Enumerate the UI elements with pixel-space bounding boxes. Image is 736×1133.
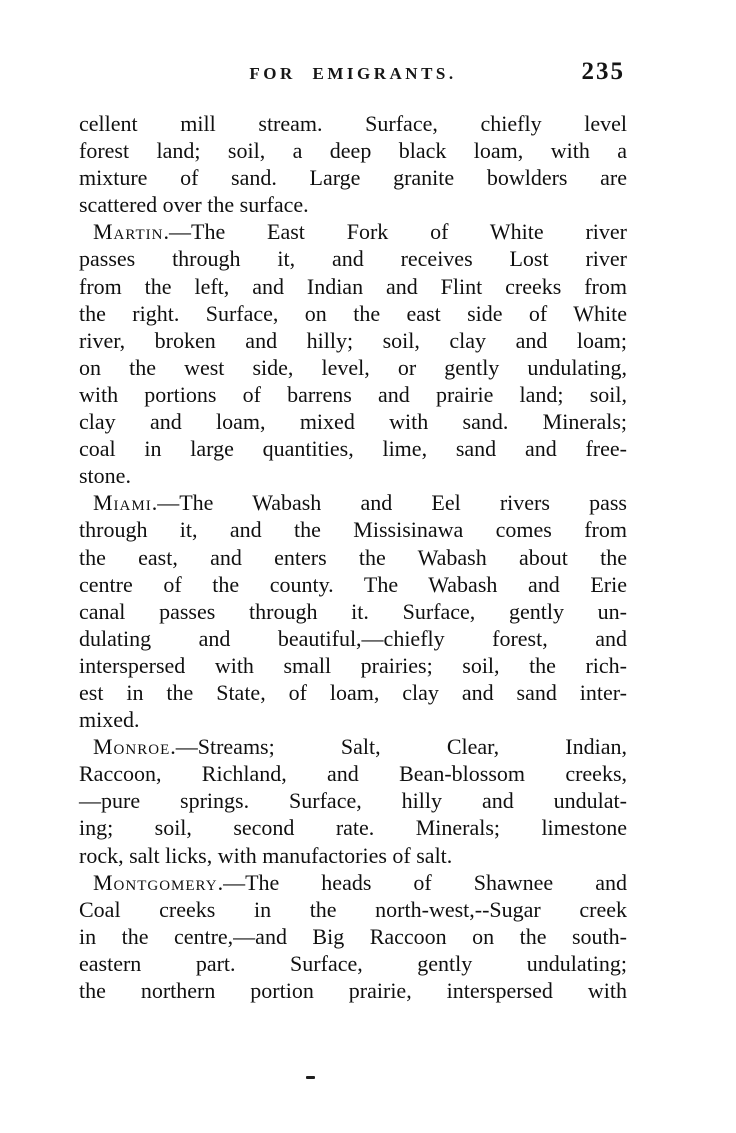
text-line: in the centre,—and Big Raccoon on the south- [79,923,627,949]
text-line: scattered over the surface. [79,192,309,218]
county-name: Martin [93,219,164,245]
text-line: cellent mill stream. Surface, chiefly level [79,111,627,136]
text-line: clay and loam, mixed with sand. Minerals; [79,409,627,435]
text-line: eastern part. Surface, gently undulating; [79,950,627,976]
text-line: with portions of barrens and prairie land; soil, [79,381,627,407]
text-line: coal in large quantities, lime, sand and free- [79,436,627,462]
text-line: forest land; soil, a deep black loam, with a [79,138,627,164]
text-line: Coal creeks in the north-west,--Sugar creek [79,896,627,922]
text-line [79,733,627,760]
text-line: the east, and enters the Wabash about the [79,544,627,570]
text-line: the right. Surface, on the east side of White [79,300,627,326]
text-line: rock, salt licks, with manufactories of salt. [79,842,453,868]
text-line: stone. [79,463,131,489]
ink-mark-artifact [306,1076,315,1079]
text-line: mixed. [79,707,140,733]
text-line: est in the State, of loam, clay and sand inter- [79,679,627,705]
text-line: —pure springs. Surface, hilly and undulat- [79,788,627,814]
text-line: mixture of sand. Large granite bowlders are [79,165,627,191]
text-line [79,489,627,516]
paragraph-miami [79,489,627,733]
county-name: Montgomery [93,869,218,895]
text-line [79,218,627,245]
text-line: the northern portion prairie, interspersed with [79,978,627,1003]
running-title: FOR EMIGRANTS. [249,64,457,83]
paragraph-continuation [79,110,627,218]
paragraph-martin [79,218,627,489]
text-line: river, broken and hilly; soil, clay and loam; [79,327,627,353]
paragraph-montgomery [79,869,627,1004]
text-line: passes through it, and receives Lost river [79,246,627,272]
text-line: through it, and the Missisinawa comes from [79,517,627,543]
text-line-rest: .—The East Fork of White river [163,219,627,245]
page-number: 235 [581,58,625,85]
running-header [79,58,627,90]
text-line: from the left, and Indian and Flint creeks from [79,273,627,299]
text-line-rest: .—The Wabash and Eel rivers pass [151,490,627,516]
paragraph-monroe [79,733,627,868]
text-line: canal passes through it. Surface, gently un- [79,598,627,624]
text-line [79,869,627,896]
county-name: Monroe [93,734,171,760]
text-line: dulating and beautiful,—chiefly forest, and [79,625,627,651]
text-line: on the west side, level, or gently undulating, [79,354,627,380]
text-line: Raccoon, Richland, and Bean-blossom creeks, [79,761,627,787]
text-line: centre of the county. The Wabash and Erie [79,571,627,597]
text-line: interspersed with small prairies; soil, the rich- [79,652,627,678]
page-body-text [79,110,627,1004]
text-line-rest: .—The heads of Shawnee and [217,869,627,895]
text-line: ing; soil, second rate. Minerals; limestone [79,815,627,841]
text-line-rest: .—Streams; Salt, Clear, Indian, [170,734,627,760]
county-name: Miami [93,490,152,516]
